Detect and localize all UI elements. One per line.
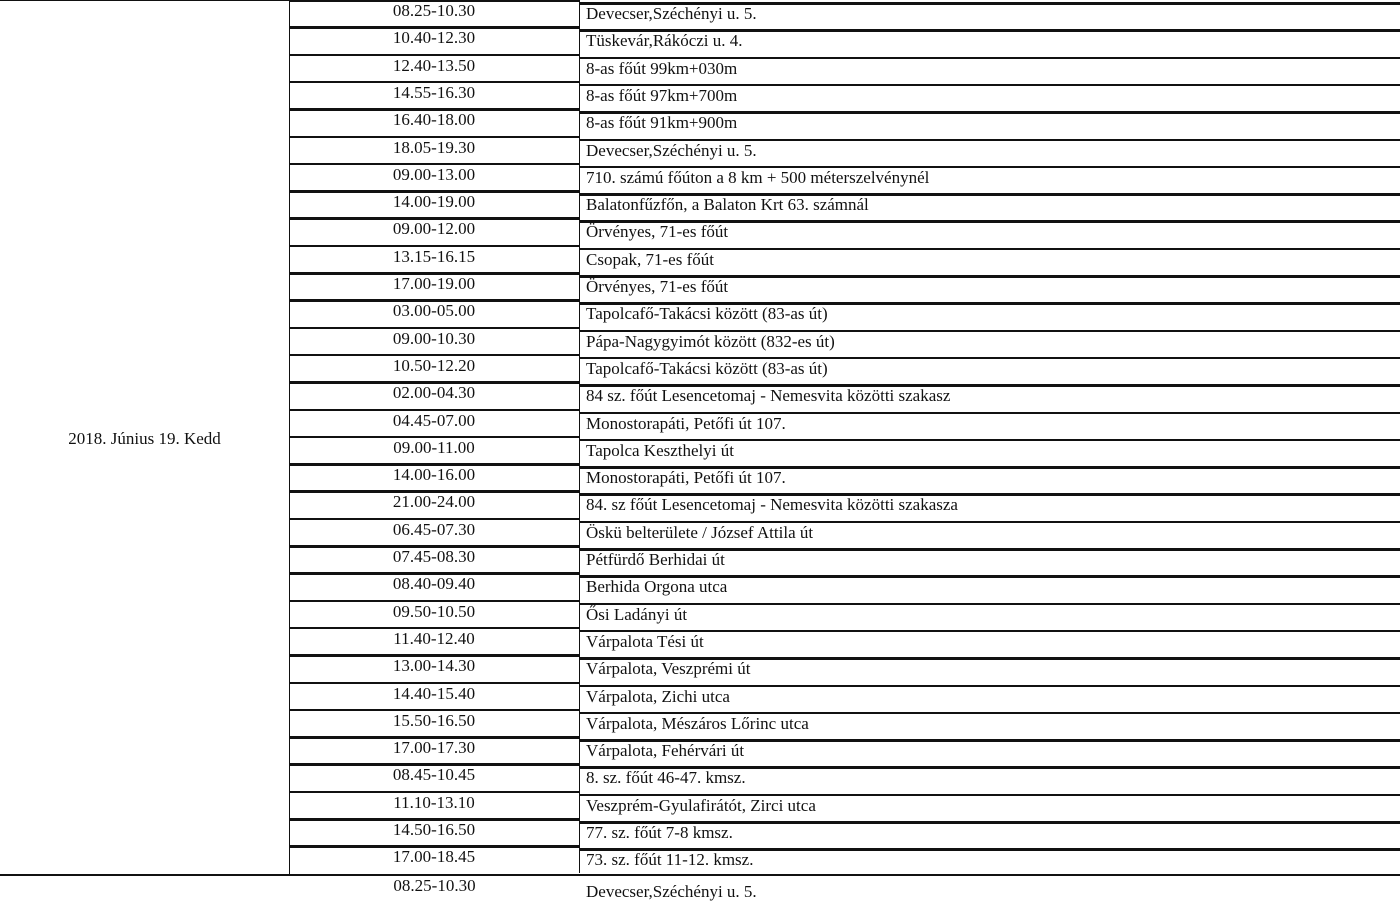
time-cell: 17.00-19.00 [289,273,580,300]
time-row-border [289,600,580,603]
time-row-border [289,26,580,29]
time-cell: 09.00-12.00 [289,218,580,245]
location-cell: 8-as főút 99km+030m [586,58,738,78]
time-cell: 11.10-13.10 [289,792,580,819]
location-cell: Csopak, 71-es főút [586,249,714,269]
location-row-border [580,548,1400,551]
table-row [289,246,1400,273]
time-row-border [289,518,580,521]
time-cell: 14.55-16.30 [289,82,580,109]
location-cell: Tapolcafő-Takácsi között (83-as út) [586,358,828,378]
location-row-border [580,330,1400,333]
location-cell: 73. sz. főút 11-12. kmsz. [586,850,754,870]
location-row-border [580,821,1400,824]
location-cell: 8. sz. főút 46-47. kmsz. [586,768,746,788]
location-cell: Balatonfűzfőn, a Balaton Krt 63. számnál [586,195,869,215]
time-row-border [289,709,580,712]
table-row [289,191,1400,218]
time-row-border [289,654,580,657]
location-row-border [580,2,1400,5]
time-row-border [289,163,580,166]
location-row-border [580,712,1400,715]
table-row [289,137,1400,164]
table-row [289,710,1400,737]
location-cell: Várpalota, Veszprémi út [586,659,751,679]
table-row [289,218,1400,245]
table-row [289,273,1400,300]
table-row [289,655,1400,682]
time-row-border [289,572,580,575]
time-cell: 15.50-16.50 [289,710,580,737]
time-cell: 09.00-10.30 [289,328,580,355]
table-row [289,628,1400,655]
time-row-border [289,108,580,111]
time-row-border [289,190,580,193]
location-cell: Devecser,Széchényi u. 5. [586,4,757,23]
time-row-border [289,409,580,412]
table-row [289,382,1400,409]
time-row-border [289,245,580,248]
table-row [289,55,1400,82]
location-row-border [580,193,1400,196]
time-row-border [289,490,580,493]
location-row-border [580,412,1400,415]
time-row-border [289,327,580,330]
time-row-border [289,682,580,685]
location-cell: 77. sz. főút 7-8 kmsz. [586,823,733,842]
location-row-border [580,575,1400,578]
location-cell: 84 sz. főút Lesencetomaj - Nemesvita közötti szakasz [586,386,951,406]
table-row [289,82,1400,109]
location-cell: Várpalota, Zichi utca [586,686,730,706]
location-cell: Várpalota Tési út [586,631,704,651]
table-row [289,491,1400,518]
cut-row-time: 08.25-10.30 [393,876,476,895]
time-row-border [289,845,580,848]
location-row-border [580,685,1400,688]
location-cell: Berhida Orgona utca [586,577,728,597]
time-row-border [289,791,580,794]
location-row-border [580,84,1400,87]
date-label: 2018. Június 19. Kedd [68,429,221,448]
table-row [289,464,1400,491]
time-cell: 03.00-05.00 [289,300,580,327]
time-cell: 10.40-12.30 [289,27,580,54]
location-row-border [580,848,1400,851]
location-row-border [580,766,1400,769]
location-row-border [580,657,1400,660]
table-row [289,0,1400,27]
table-row [289,27,1400,54]
location-row-border [580,111,1400,114]
time-row-border [289,763,580,766]
location-row-border [580,166,1400,169]
time-cell: 07.45-08.30 [289,546,580,573]
time-cell: 18.05-19.30 [289,137,580,164]
time-cell: 08.45-10.45 [289,764,580,791]
time-cell: 09.00-11.00 [289,437,580,464]
time-row-border [289,54,580,57]
time-cell: 13.00-14.30 [289,655,580,682]
location-row-border [580,630,1400,633]
time-row-border [289,545,580,548]
cut-off-row [289,876,1400,901]
table-row [289,355,1400,382]
table-row [289,764,1400,791]
time-cell: 14.00-19.00 [289,191,580,218]
table-row [289,601,1400,628]
location-cell: 8-as főút 97km+700m [586,85,738,105]
table-row [289,819,1400,846]
table-row [289,519,1400,546]
time-cell: 08.40-09.40 [289,573,580,600]
time-cell: 14.00-16.00 [289,464,580,491]
location-cell: Devecser,Széchényi u. 5. [586,140,757,160]
time-cell: 14.50-16.50 [289,819,580,846]
location-row-border [580,794,1400,797]
location-cell: Veszprém-Gyulafirátót, Zirci utca [586,795,816,815]
time-row-border [289,736,580,739]
date-cell [0,0,290,875]
location-row-border [580,384,1400,387]
location-row-border [580,302,1400,305]
time-row-border [289,217,580,220]
time-cell: 02.00-04.30 [289,382,580,409]
location-row-border [580,139,1400,142]
location-cell: Tüskevár,Rákóczi u. 4. [586,31,743,51]
time-cell: 17.00-18.45 [289,846,580,873]
table-row [289,410,1400,437]
table-row [289,164,1400,191]
table-row [289,437,1400,464]
location-row-border [580,493,1400,496]
location-row-border [580,220,1400,223]
location-cell: Tapolca Keszthelyi út [586,440,734,460]
location-cell: Örvényes, 71-es főút [586,222,729,242]
location-cell: Ősi Ladányi út [586,604,688,624]
time-cell: 13.15-16.15 [289,246,580,273]
table-row [289,792,1400,819]
time-cell: 10.50-12.20 [289,355,580,382]
location-row-border [580,466,1400,469]
table-row [289,846,1400,873]
table-row [289,573,1400,600]
location-row-border [580,57,1400,60]
location-cell: Pétfürdő Berhidai út [586,550,725,569]
location-cell: Monostorapáti, Petőfi út 107. [586,413,786,433]
time-row-border [289,627,580,630]
location-row-border [580,521,1400,524]
time-cell: 14.40-15.40 [289,683,580,710]
time-cell: 17.00-17.30 [289,737,580,764]
time-cell: 09.50-10.50 [289,601,580,628]
location-row-border [580,275,1400,278]
time-cell: 09.00-13.00 [289,164,580,191]
time-row-border [289,463,580,466]
location-cell: Monostorapáti, Petőfi út 107. [586,468,786,488]
location-row-border [580,603,1400,606]
location-cell: Öskü belterülete / József Attila út [586,522,814,542]
location-cell: Pápa-Nagygyimót között (832-es út) [586,331,835,351]
location-row-border [580,357,1400,360]
time-row-border [289,299,580,302]
table-row [289,683,1400,710]
time-row-border [289,0,580,2]
time-cell: 04.45-07.00 [289,410,580,437]
cut-row-location: Devecser,Széchényi u. 5. [586,882,757,901]
location-cell: 710. számú főúton a 8 km + 500 méterszelvénynél [586,167,930,187]
location-row-border [580,29,1400,32]
location-row-border [580,439,1400,442]
time-row-border [289,354,580,357]
table-row [289,737,1400,764]
time-cell: 16.40-18.00 [289,109,580,136]
time-cell: 06.45-07.30 [289,519,580,546]
time-cell: 11.40-12.40 [289,628,580,655]
time-cell: 21.00-24.00 [289,491,580,518]
location-cell: 84. sz főút Lesencetomaj - Nemesvita közötti szakasza [586,495,958,515]
location-row-border [580,739,1400,742]
table-row [289,300,1400,327]
location-cell: Várpalota, Mészáros Lőrinc utca [586,713,809,733]
time-row-border [289,381,580,384]
time-row-border [289,136,580,139]
location-cell: Várpalota, Fehérvári út [586,741,745,761]
time-row-border [289,818,580,821]
table-row [289,109,1400,136]
location-cell: Tapolcafő-Takácsi között (83-as út) [586,304,828,324]
location-cell: 8-as főút 91km+900m [586,113,738,133]
time-row-border [289,272,580,275]
time-cell: 08.25-10.30 [289,0,580,27]
time-cell: 12.40-13.50 [289,55,580,82]
time-row-border [289,436,580,439]
table-row [289,328,1400,355]
location-row-border [580,248,1400,251]
table-row [289,546,1400,573]
location-cell: Örvényes, 71-es főút [586,277,729,296]
time-row-border [289,81,580,84]
